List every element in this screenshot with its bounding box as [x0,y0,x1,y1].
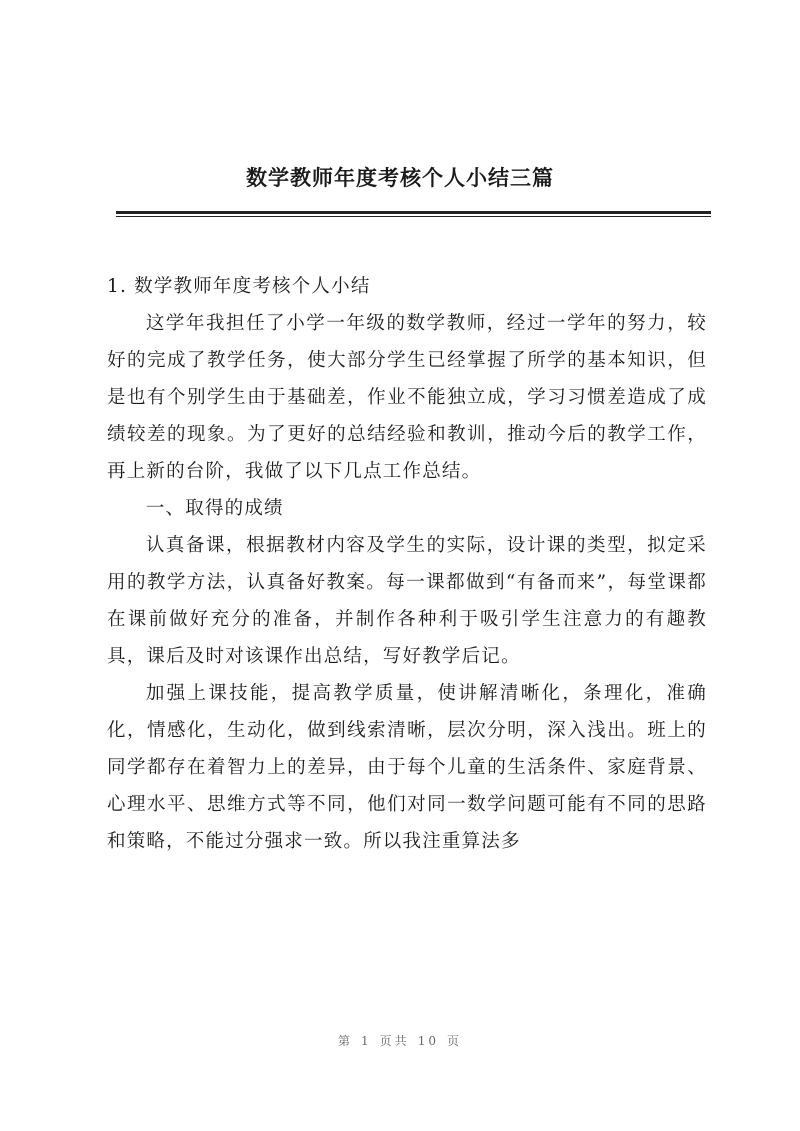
page-footer [0,1032,800,1049]
footer-middle: 页共 [379,1034,410,1048]
title-divider-thick [116,211,711,214]
document-title: 数学教师年度考核个人小结三篇 [246,165,554,190]
footer-prefix: 第 [338,1034,354,1048]
subheading-achievements: 一、取得的成绩 [145,498,284,519]
paragraph-lesson-prep: 认真备课，根据教材内容及学生的实际，设计课的类型，拟定采用的教学方法，认真备好教案。每一课都做到“有备而来”，每堂课都在课前做好充分的准备，并制作各种利于吸引学生注意力的有趣教具，课后及时对该课作出总结，写好教学后记。 [107,535,707,667]
title-divider-thin [116,216,711,217]
section-heading: 1. 数学教师年度考核个人小结 [107,276,371,297]
paragraph-teaching-skills: 加强上课技能，提高教学质量，使讲解清晰化，条理化，准确化，情感化，生动化，做到线索清晰，层次分明，深入浅出。班上的同学都存在着智力上的差异，由于每个儿童的生活条件、家庭背景、心理水平、思维方式等不同，他们对同一数学问题可能有不同的思路和策略，不能过分强求一致。所以我注重算法多 [107,683,707,852]
document-body [107,268,707,860]
paragraph-intro: 这学年我担任了小学一年级的数学教师，经过一学年的努力，较好的完成了教学任务，使大部分学生已经掌握了所学的基本知识，但是也有个别学生由于基础差，作业不能独立成，学习习惯差造成了成绩较差的现象。为了更好的总结经验和教训，推动今后的教学工作，再上新的台阶，我做了以下几点工作总结。 [107,313,707,482]
footer-suffix: 页 [446,1034,462,1048]
footer-current-page: 1 [361,1034,372,1048]
footer-total-pages: 10 [417,1034,439,1048]
